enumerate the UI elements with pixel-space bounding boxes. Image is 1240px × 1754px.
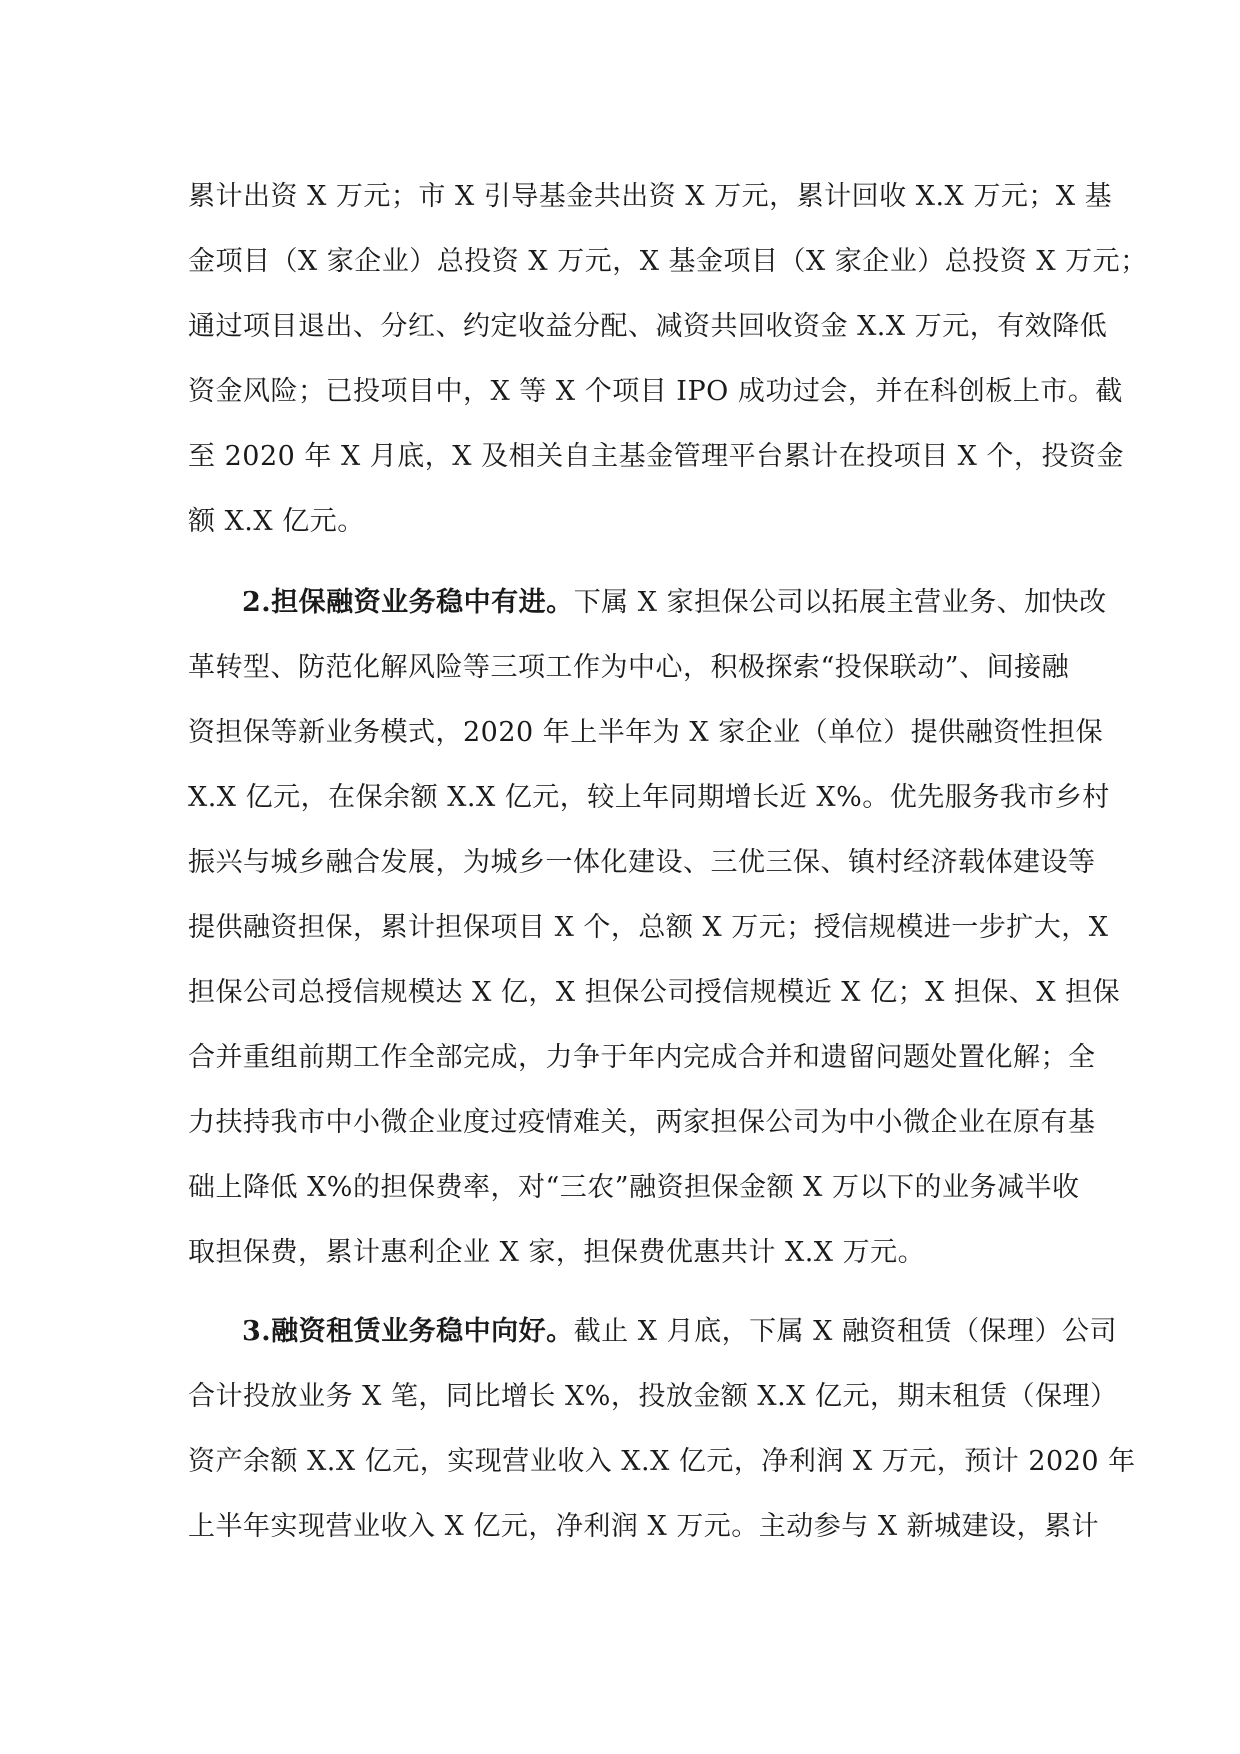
paragraph-financial-leasing [188,1299,1136,1559]
paragraph-line: 担保公司总授信规模达 X 亿，X 担保公司授信规模近 X 亿；X 担保、X 担保 [188,977,1121,1008]
paragraph-line: 金项目（X 家企业）总投资 X 万元，X 基金项目（X 家企业）总投资 X 万元； [188,246,1148,277]
paragraph-first-line [188,1299,1117,1364]
paragraph-line: 取担保费，累计惠利企业 X 家，担保费优惠共计 X.X 万元。 [188,1237,926,1268]
paragraph-line: 资产余额 X.X 亿元，实现营业收入 X.X 亿元，净利润 X 万元，预计 2020 年 [188,1446,1136,1477]
paragraph-line: 振兴与城乡融合发展，为城乡一体化建设、三优三保、镇村经济载体建设等 [188,847,1096,878]
paragraph-line: 资担保等新业务模式，2020 年上半年为 X 家企业（单位）提供融资性担保 [188,717,1104,748]
paragraph-line: 累计出资 X 万元；市 X 引导基金共出资 X 万元，累计回收 X.X 万元；X 基 [188,181,1113,212]
paragraph-line: 额 X.X 亿元。 [188,506,365,537]
paragraph-fund-investment [188,164,1148,554]
paragraph-line-text: 截止 X 月底，下属 X 融资租赁（保理）公司 [573,1316,1117,1347]
paragraph-line: 合计投放业务 X 笔，同比增长 X%，投放金额 X.X 亿元，期末租赁（保理） [188,1381,1118,1412]
paragraph-line: X.X 亿元，在保余额 X.X 亿元，较上年同期增长近 X%。优先服务我市乡村 [188,782,1110,813]
paragraph-line: 革转型、防范化解风险等三项工作为中心，积极探索“投保联动”、间接融 [188,652,1070,683]
paragraph-line: 合并重组前期工作全部完成，力争于年内完成合并和遗留问题处置化解；全 [188,1042,1096,1073]
paragraph-line-text: 下属 X 家担保公司以拓展主营业务、加快改 [573,587,1107,618]
section-heading: 3.融资租赁业务稳中向好。 [242,1316,574,1347]
paragraph-line: 础上降低 X%的担保费率，对“三农”融资担保金额 X 万以下的业务减半收 [188,1172,1080,1203]
paragraph-guarantee-financing [188,570,1121,1285]
paragraph-first-line [188,570,1107,635]
paragraph-line: 上半年实现营业收入 X 亿元，净利润 X 万元。主动参与 X 新城建设，累计 [188,1511,1100,1542]
paragraph-line: 力扶持我市中小微企业度过疫情难关，两家担保公司为中小微企业在原有基 [188,1107,1096,1138]
section-heading: 2.担保融资业务稳中有进。 [242,587,574,618]
paragraph-line: 提供融资担保，累计担保项目 X 个，总额 X 万元；授信规模进一步扩大，X [188,912,1109,943]
paragraph-line: 至 2020 年 X 月底，X 及相关自主基金管理平台累计在投项目 X 个，投资金 [188,441,1124,472]
paragraph-line: 通过项目退出、分红、约定收益分配、减资共回收资金 X.X 万元，有效降低 [188,311,1108,342]
paragraph-line: 资金风险；已投项目中，X 等 X 个项目 IPO 成功过会，并在科创板上市。截 [188,376,1123,407]
